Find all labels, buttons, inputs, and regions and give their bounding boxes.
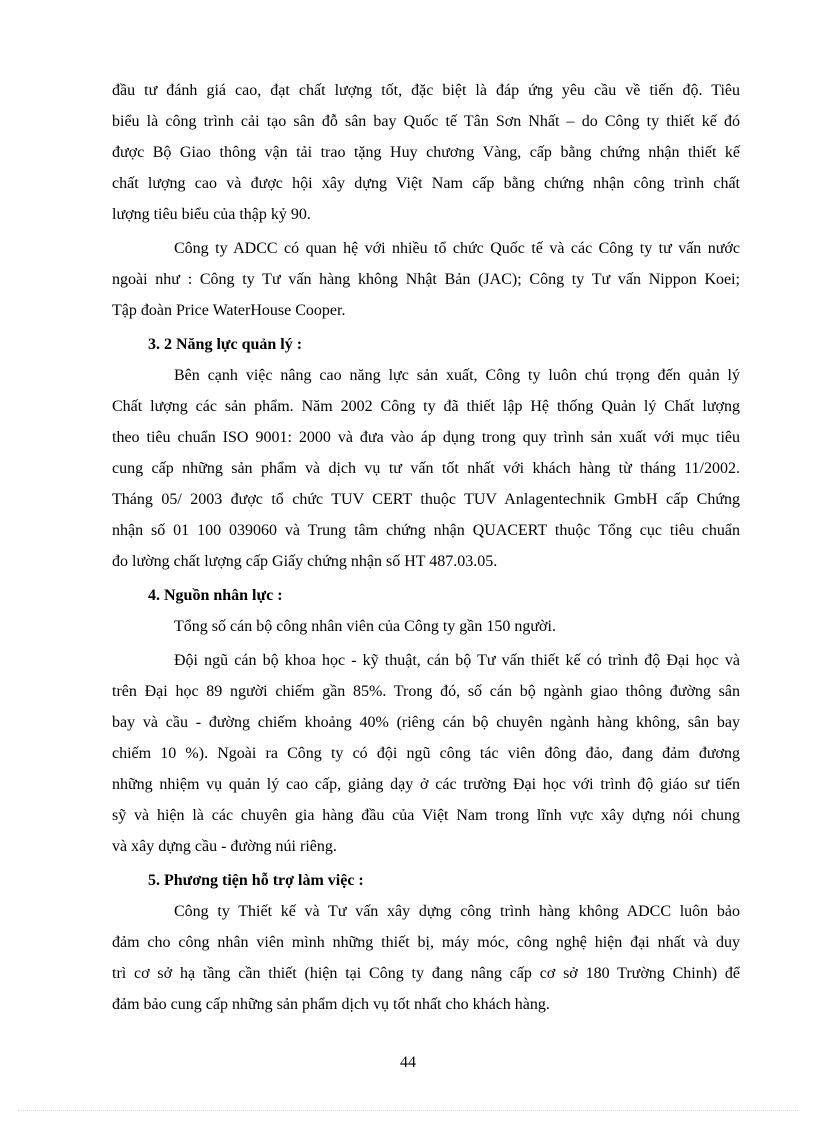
text-line: Công ty ADCC có quan hệ với nhiều tổ chức Quốc tế và các Công ty tư vấn nước xyxy=(174,240,740,257)
text-line: Công ty Thiết kế và Tư vấn xây dựng công trình hàng không ADCC luôn bảo xyxy=(174,903,740,920)
text-line: được Bộ Giao thông vận tải trao tặng Huy chương Vàng, cấp bằng chứng nhận thiết kế xyxy=(112,144,740,161)
text-line: chất lượng cao và được hội xây dựng Việt Nam cấp bằng chứng nhận công trình chất xyxy=(112,175,740,192)
section-management xyxy=(112,329,740,577)
text-line: chiếm 10 %). Ngoài ra Công ty có đội ngũ công tác viên đông đảo, đang đảm đương xyxy=(112,745,740,762)
text-line: đầu tư đánh giá cao, đạt chất lượng tốt, đặc biệt là đáp ứng yêu cầu về tiến độ. Tiêu xyxy=(112,82,740,99)
text-line: đo lường chất lượng cấp Giấy chứng nhận số HT 487.03.05. xyxy=(112,553,498,570)
text-line: nhận số 01 100 039060 và Trung tâm chứng nhận QUACERT thuộc Tổng cục tiêu chuẩn xyxy=(112,522,740,539)
text-line: những nhiệm vụ quản lý cao cấp, giảng dạy ở các trường Đại học với trình độ giáo sư tiến xyxy=(112,776,740,793)
paragraph xyxy=(112,233,740,326)
text-line: cung cấp những sản phẩm và dịch vụ tư vấn tốt nhất với khách hàng từ tháng 11/2002. xyxy=(112,460,740,477)
paragraph xyxy=(112,75,740,230)
text-line: biểu là công trình cải tạo sân đỗ sân bay Quốc tế Tân Sơn Nhất – do Công ty thiết kế đó xyxy=(112,113,740,130)
text-line: Chất lượng các sản phẩm. Năm 2002 Công ty đã thiết lập Hệ thống Quản lý Chất lượng xyxy=(112,398,740,415)
section-work-support xyxy=(112,865,740,1020)
text-line: và xây dựng cầu - đường núi riêng. xyxy=(112,838,337,855)
text-line: đảm bảo cung cấp những sản phẩm dịch vụ tốt nhất cho khách hàng. xyxy=(112,996,550,1013)
paragraph xyxy=(112,645,740,862)
text-line: sỹ và hiện là các chuyên gia hàng đầu của Việt Nam trong lĩnh vực xây dựng nói chung xyxy=(112,807,740,824)
text-line: lượng tiêu biểu của thập kỷ 90. xyxy=(112,206,311,223)
section-human-resources xyxy=(112,580,740,642)
text-line: Bên cạnh việc nâng cao năng lực sản xuất, Công ty luôn chú trọng đến quản lý xyxy=(174,367,740,384)
section-heading: 3. 2 Năng lực quản lý : xyxy=(148,336,303,353)
footer-divider xyxy=(18,1110,798,1111)
text-line: trì cơ sở hạ tầng cần thiết (hiện tại Công ty đang nâng cấp cơ sở 180 Trường Chinh) để xyxy=(112,965,740,982)
text-line: đảm cho công nhân viên mình những thiết bị, máy móc, công nghệ hiện đại nhất và duy xyxy=(112,934,740,951)
text-line: bay và cầu - đường chiếm khoảng 40% (riêng cán bộ chuyên ngành hàng không, sân bay xyxy=(112,714,740,731)
page-number: 44 xyxy=(400,1054,416,1071)
section-heading: 5. Phương tiện hỗ trợ làm việc : xyxy=(148,872,364,889)
text-line: theo tiêu chuẩn ISO 9001: 2000 và đưa vào áp dụng trong quy trình sản xuất với mục tiêu xyxy=(112,429,740,446)
text-line: Tổng số cán bộ công nhân viên của Công ty gần 150 người. xyxy=(174,618,556,635)
text-line: Đội ngũ cán bộ khoa học - kỹ thuật, cán bộ Tư vấn thiết kế có trình độ Đại học và xyxy=(174,652,740,669)
text-line: trên Đại học 89 người chiếm gần 85%. Trong đó, số cán bộ ngành giao thông đường sân xyxy=(112,683,740,700)
text-line: Tháng 05/ 2003 được tổ chức TUV CERT thuộc TUV Anlagentechnik GmbH cấp Chứng xyxy=(112,491,740,508)
text-line: ngoài như : Công ty Tư vấn hàng không Nhật Bản (JAC); Công ty Tư vấn Nippon Koei; xyxy=(112,271,740,288)
document-body xyxy=(112,75,740,1020)
section-heading: 4. Nguồn nhân lực : xyxy=(148,587,283,604)
text-line: Tập đoàn Price WaterHouse Cooper. xyxy=(112,302,346,319)
